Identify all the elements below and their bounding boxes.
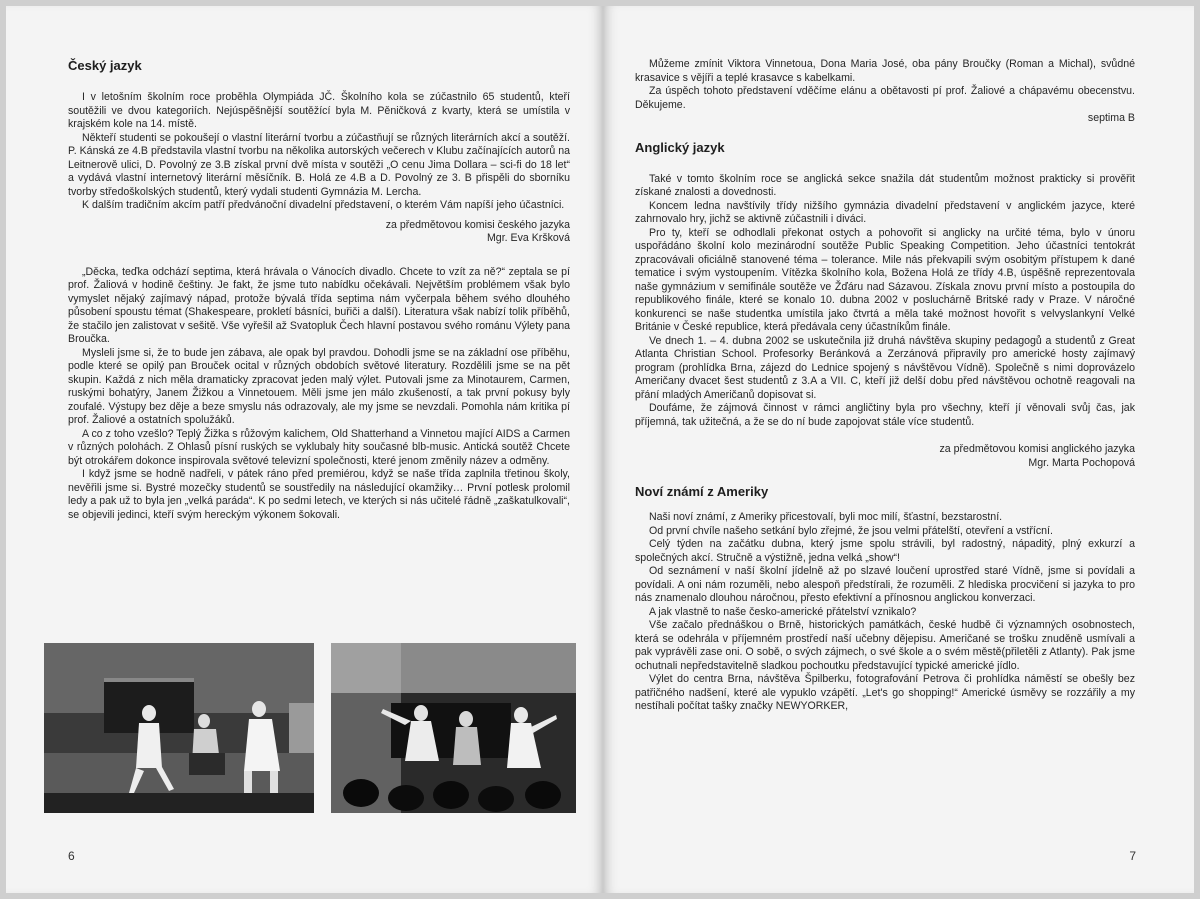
paragraph: Vše začalo přednáškou o Brně, historických památkách, české hudbě či významných osobnostech, která se odehrála v příjemném prostředí naší učebny dějepisu. Američané se trošku znuděně usmívali a pak vyprávěli zase oni. O sobě, o svých zájmech, o své škole a o svém městě(přiletěli z Atlanty). Pak jsme ochutnali nepředstavitelně sladkou pochoutku představující typické americké jídlo. xyxy=(635,619,1135,672)
theatre-photo-2 xyxy=(331,643,576,813)
signature-name: Mgr. Eva Kršková xyxy=(486,232,570,244)
signature-commission: za předmětovou komisi anglického jazyka xyxy=(939,443,1135,455)
paragraph: Od první chvíle našeho setkání bylo zřejmé, že jsou velmi přátelští, otevření a vstřícní. xyxy=(649,524,1053,537)
paragraph: Naši noví známí, z Ameriky přicestovalí, byli moc milí, šťastní, bezstarostní. xyxy=(649,511,1003,523)
paragraph: Ve dnech 1. – 4. dubna 2002 se uskutečnila již druhá návštěva skupiny pedagogů a studentů z Great Atlanta Christian School. Profesorky Beránková a Zerzánová připravily pro americké hosty zajímavý program (prohlídka Brna, zájezd do Lednice spojený s návštěvou Vídně). Společně s nimi doprovázelo Američany dvacet šest studentů z 3.A a VII. C, kteří již delší dobu před návštěvou ochotně reagovali na přání mladých Američanů dopisovat si. xyxy=(635,334,1135,401)
paragraph: Za úspěch tohoto představení vděčíme elánu a obětavosti pí prof. Žaliové a chápavému obecenstvu. Děkujeme. xyxy=(635,85,1135,111)
paragraph: I v letošním školním roce proběhla Olympiáda JČ. Školního kola se zúčastnilo 65 studentů, kteří soutěžili ve dvou kategoriích. Nejúspěšnější soutěžící byla M. Pěničková z kvarty, která se umístila v krajském kole na 14. místě. xyxy=(68,91,570,130)
paragraph: Někteří studenti se pokoušejí o vlastní literární tvorbu a zúčastňují se různých literárních akcí a soutěží. P. Kánská ze 4.B představila vlastní tvorbu na několika autorských večerech v Klubu začínajících autorů na Leitnerově ulici, D. Povolný ze 3.B získal první dvě místa v soutěži „O cenu Jima Dollara – sci-fi do 18 let“ a vydává vlastní internetový literární měsíčník. B. Holá ze 4.B a D. Povolný ze 3. B přispěli do sborníku tvorby středoškolských studentů, který vydali studenti Gymnázia M. Lercha. xyxy=(68,131,570,198)
page-number-right: 7 xyxy=(1129,849,1136,863)
paragraph: K dalším tradičním akcím patří předvánoční divadelní představení, o kterém Vám napíší jeho účastníci. xyxy=(82,199,565,211)
paragraph: A co z toho vzešlo? Teplý Žižka s růžovým kalichem, Old Shatterhand a Vinnetou mající AIDS a Carmen v různých polohách. Z Ohlasů písní ruských se vyklubaly hity současné blb-music. Antická soutěž Chcete být otrokářem dokonce inspirovala světové televizní společnosti, které jenom změnily název a odměny. xyxy=(68,427,570,467)
paragraph: Doufáme, že zájmová činnost v rámci angličtiny byla pro všechny, kteří jí věnovali svůj čas, jak příjemná, tak užitečná, a že se do ní bude zapojovat stále více studentů. xyxy=(635,402,1135,428)
paragraph: I když jsme se hodně nadřeli, v pátek ráno před premiérou, když se naše třída zaplnila třetinou školy, nevěřili jsme si. Bystré mozečky studentů se soustředily na následující okamžiky… První potlesk prolomil ledy a pak už to byla jen „velká paráda“. K po sedmi letech, ve kterých si nás učitelé řádně „zaškatulkovali“, se objevili jedinci, kteří svým hereckým výkonem šokovali. xyxy=(68,468,570,521)
left-column xyxy=(68,58,570,522)
paragraph: Celý týden na začátku dubna, který jsme spolu strávili, byl radostný, nápaditý, plný exkurzí a společných akcí. Stručně a výstižně, jedna velká „show“! xyxy=(635,538,1135,564)
heading-cesky-jazyk: Český jazyk xyxy=(68,58,142,73)
theatre-photo-1-image xyxy=(44,643,314,813)
signature-class: septima B xyxy=(1087,112,1135,124)
right-page xyxy=(603,6,1194,893)
paragraph: Mysleli jsme si, že to bude jen zábava, ale opak byl pravdou. Dohodli jsme se na základní osе příběhu, podle které se opilý pan Brouček ocital v různých obdobích světové literatury. Rozdělili jsme se na pět skupin. Každá z nich měla dramaticky zpracovat jeden malý výlet. Putovali jsme za Minotaurem, Carmen, ruskými bohatýry, Janem Žižkou a Vinnetouem. Měli jsme jen málo zkušeností, a tak první pokusy byly zoufalé. Výstupy bez děje a beze smyslu nás odrazovaly, ale my jsme se nevzdali. Pomohla nám kritika pí prof. Žaliové a ostatních spolužáků. xyxy=(68,346,570,426)
heading-novi-znami: Noví známí z Ameriky xyxy=(635,484,769,499)
paragraph: Pro ty, kteří se odhodlali překonat ostych a pohovořit si anglicky na určité téma, bylo v únoru uspořádáno školní kolo mezinárodní soutěže Public Speaking Competition. Jeho účastníci tentokrát zpracovávali oficiálně stanovené téma – tolerance. Mile nás překvapili svým osobitým přístupem k dané tematice i svým vystoupením. Vítězka školního kola, Božena Holá ze třídy 4.B, úspěšně reprezentovala naše gymnázium v semifinále soutěže ve Žďáru nad Sázavou. Získala znovu první místo a postoupila do republikového finále, které se konalo 10. dubna 2002 v posluchárně Britské rady v Praze. V náročné konkurenci se naše studentka umístila jako čtvrtá a měla také možnost hovořit s velvyslankyní Velké Británie v České republice, která předávala ceny účastníkům finále. xyxy=(635,226,1135,333)
paragraph: Od seznámení v naší školní jídelně až po slzavé loučení uprostřed staré Vídně, jsme si povídali a povídali. A oni nám rozuměli, nebo alespoň předstírali, že rozuměli. Z hlediska procvičení si jazyka to pro nás znamenalo dlouhou náročnou, přesto efektivní a přínosnou anglickou konverzaci. xyxy=(635,565,1135,604)
left-page xyxy=(6,6,603,893)
signature-commission: za předmětovou komisi českého jazyka xyxy=(385,218,570,231)
right-column xyxy=(635,58,1135,714)
paragraph: „Děcka, teďka odchází septima, která hrávala o Vánocích divadlo. Chcete to vzít za ně?“ zeptala se pí prof. Žaliová v hodině češtiny. Je fakt, že jsme tuto nabídku očekávali. Největším problémem však bylo vymyslet nějaký zajímavý nápad, protože bývalá třída septima nám vyčerpala během svého dlouhého působení spoustu témat (Shakespeare, prokletí básníci, buřiči a další). Literatura však nabízí tolik příběhů, že stačilo jen zalistovat v sešitě. Vše vyřešil až Svatopluk Čech hlavní postavou svého románu Výlety pana Broučka. xyxy=(68,265,570,345)
signature-name: Mgr. Marta Pochopová xyxy=(1028,456,1135,469)
theatre-photo-2-image xyxy=(331,643,576,813)
paragraph: A jak vlastně to naše česko-americké přátelství vznikalo? xyxy=(649,605,917,618)
theatre-photo-1 xyxy=(44,643,314,813)
photo-strip xyxy=(44,643,576,813)
page-number-left: 6 xyxy=(68,849,75,863)
paragraph: Můžeme zmínit Viktora Vinnetoua, Dona Maria José, oba pány Broučky (Roman a Michal), svůdné krasavice s vějíři a teplé krasavce s kabelkami. xyxy=(635,58,1135,84)
heading-anglicky-jazyk: Anglický jazyk xyxy=(635,139,725,155)
paragraph: Také v tomto školním roce se anglická sekce snažila dát studentům možnost prakticky si prověřit získané znalosti a dovednosti. xyxy=(635,172,1135,198)
paragraph: Výlet do centra Brna, návštěva Špilberku, fotografování Petrova či prohlídka náměstí se obešly bez patřičného nadšení, které ale vypuklo vzápětí. „Let's go shopping!“ Americké úsměvy se rozzářily a my nestíhali počítat tašky značky NEWYORKER, xyxy=(635,673,1135,712)
paragraph: Koncem ledna navštívily třídy nižšího gymnázia divadelní představení v anglickém jazyce, které zahrnovalo hry, jichž se aktivně zúčastnili i diváci. xyxy=(635,199,1135,225)
